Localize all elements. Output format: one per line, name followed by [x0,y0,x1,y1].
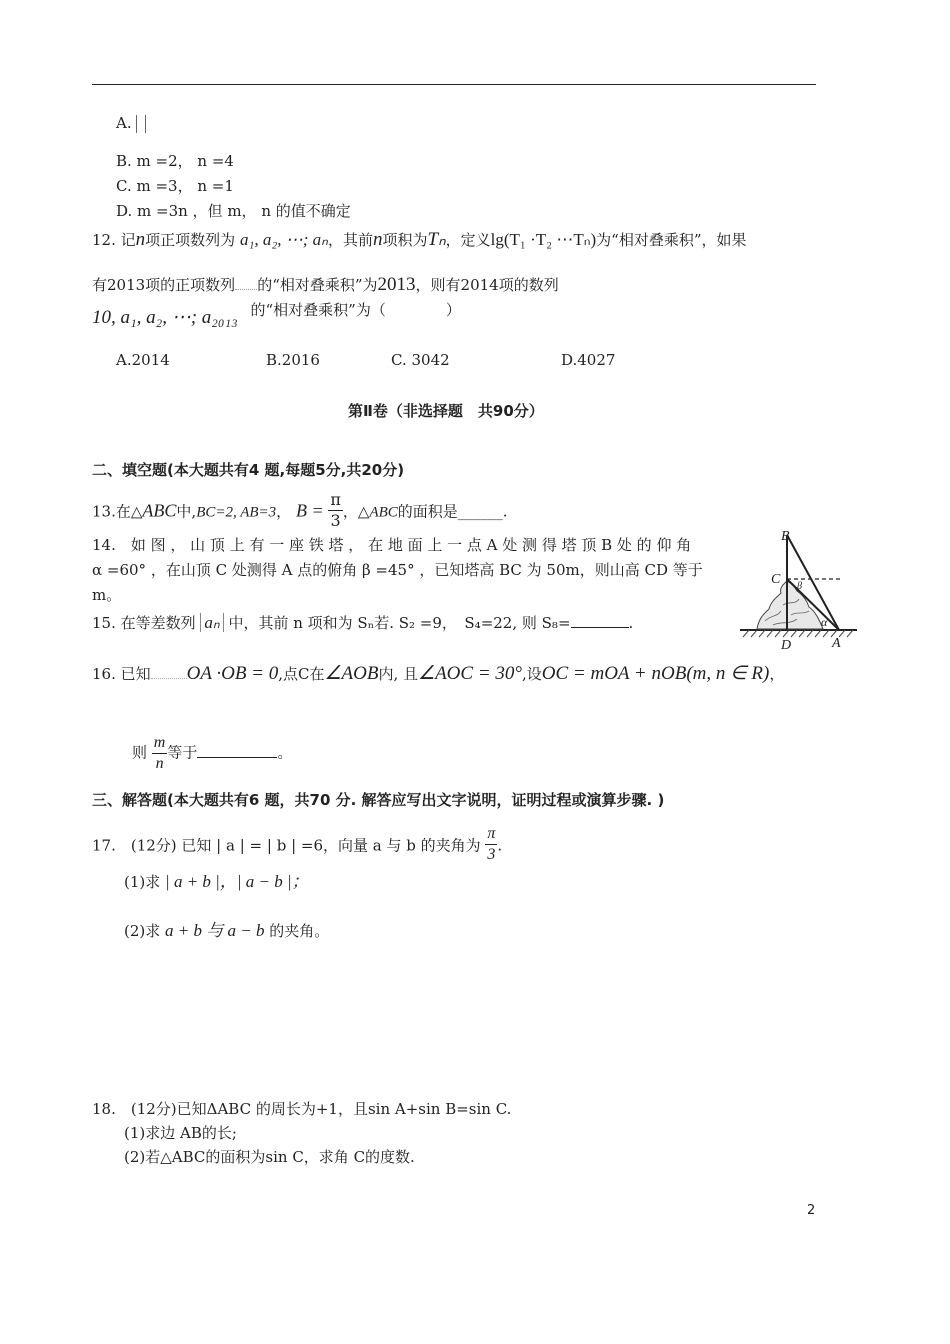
option-12-a: A.2014 [116,351,170,369]
question-13 [92,490,508,531]
text: 项积为 [382,231,428,249]
section-title: 第Ⅱ卷（非选择题 共90分） [348,402,544,420]
option-11-c: C. m =3， n =1 [116,177,234,195]
math-sequence: 10, a₁, a₂, ⋯; a₂₀₁₃ [92,307,238,328]
figure-label-alpha: α [821,615,828,629]
option-11-a [116,114,146,133]
formula-image [136,115,146,133]
solve-section-title: 三、解答题(本大题共有6 题，共70 分. 解答应写出文字说明，证明过程或演算步骤. ) [92,791,665,809]
formula-image [235,283,257,290]
text: 中, [176,502,197,521]
text: ，则有2014项的数列 [415,276,559,294]
text: (1)求 [124,873,161,891]
option-11-d: D. m =3n ，但 m， n 的值不确定 [116,202,351,220]
header-rule [92,84,816,85]
question-12-line2 [92,274,559,296]
math-dot-product: OA ·OB = 0 [186,663,279,684]
text: 内, 且 [378,665,419,683]
text: ， [276,502,292,521]
math-abc: ABC [369,504,398,521]
math-angle-aob: ∠AOB [324,663,379,684]
text: ，其前 [327,231,373,249]
text: 有2013项的正项数列 [92,276,236,294]
option-11-b: B. m =2， n =4 [116,152,234,170]
text: 为“相对叠乘积”，如果 [596,231,747,249]
question-12-line3 [92,301,461,329]
denominator: 3 [487,846,496,863]
option-12-c: C. 3042 [391,351,450,369]
answer-blank [197,757,277,758]
text: 15. 在等差数列 [92,614,196,632]
figure-label-B: B [781,529,790,544]
question-18-line2: (1)求边 AB的长; [124,1124,237,1142]
question-17-part2 [124,916,329,941]
math-lg: lg(T₁ ·T₂ ⋯Tₙ) [490,230,597,249]
math-an: aₙ [200,613,223,632]
numerator: π [485,826,497,845]
figure-label-beta: β [797,581,802,592]
numerator: π [330,490,341,509]
text: 13.在△ [92,502,143,521]
fraction-m-n [152,735,168,772]
question-15 [92,612,633,633]
fill-section-title: 二、填空题(本大题共有4 题,每题5分,共20分) [92,461,405,479]
fraction-pi-3 [328,492,343,529]
math-abc: ABC [142,500,177,521]
text: 的“相对叠乘积”为 [257,276,378,294]
figure-label-D: D [781,638,792,653]
question-16-line2 [132,735,292,772]
math-n: n [372,229,383,250]
math-sequence: a₁, a₂, ⋯; aₙ [239,230,328,249]
denominator: 3 [330,511,341,530]
mountain-tower-figure [735,525,860,655]
fraction-pi-3 [485,826,497,863]
math-value: 2013 [377,274,416,295]
numerator: m [152,735,168,754]
formula-image [151,672,187,679]
question-16 [92,662,784,685]
figure-label-C: C [771,572,781,587]
answer-blank [571,627,629,628]
text: 中，其前 n 项和为 Sₙ若. S₂ =9， S₄=22, 则 S₈= [228,614,571,632]
text: 的“相对叠乘积”为（ ） [250,301,461,319]
math-B: B = [295,500,324,521]
question-18-line1: 18. (12分)已知ΔABC 的周长为+1，且sin A+sin B=sin C. [92,1100,512,1118]
math-vector-magnitudes: | a + b |，| a − b |； [165,872,309,891]
math-oc-expression: OC = mOA + nOB(m, n ∈ R) [541,663,770,684]
text: ,点C在 [278,665,325,683]
denominator: n [155,755,164,772]
text: ,设 [521,665,542,683]
text: (2)求 [124,922,161,940]
text: . [628,614,634,632]
question-17-part1 [124,867,309,892]
question-number: 12. [92,231,116,249]
question-12-line1 [92,228,747,251]
option-label: A. [116,114,132,132]
page-number: 2 [807,1203,816,1218]
math-vectors: a + b 与 a − b [165,921,265,940]
figure-label-A: A [832,636,841,651]
text: ， [769,665,785,683]
text: BC=2, AB=3 [196,504,277,521]
question-14-line1: 14. 如 图 ， 山 顶 上 有 一 座 铁 塔 ， 在 地 面 上 一 点 A 处 测 得 塔 顶 B 处 的 仰 角 [92,536,692,554]
math-Tn: Tₙ [427,229,446,250]
text: 16. 已知 [92,665,151,683]
text: 的夹角。 [269,922,330,940]
text: 的面积是______. [397,502,508,521]
math-n: n [135,229,146,250]
text: 等于 [167,743,198,762]
text: ，△ [342,502,370,521]
text: 则 [132,743,148,762]
question-18-line3: (2)若△ABC的面积为sin C，求角 C的度数. [124,1148,415,1166]
question-14-line3: m。 [92,586,122,604]
option-12-d: D.4027 [561,351,616,369]
option-12-b: B.2016 [266,351,320,369]
text: 17. (12分) 已知 | a | = | b | =6，向量 a 与 b 的夹角为 [92,836,481,855]
question-14-line2: α =60° ，在山顶 C 处测得 A 点的俯角 β =45° ，已知塔高 BC 为 50m，则山高 CD 等于 [92,561,703,579]
math-angle-aoc: ∠AOC = 30° [418,663,522,684]
question-17 [92,825,503,865]
text: . [497,836,503,855]
text: ，定义 [445,231,491,249]
text: 记 [120,231,136,249]
text: 项正项数列为 [145,231,236,249]
text: 。 [277,743,293,762]
